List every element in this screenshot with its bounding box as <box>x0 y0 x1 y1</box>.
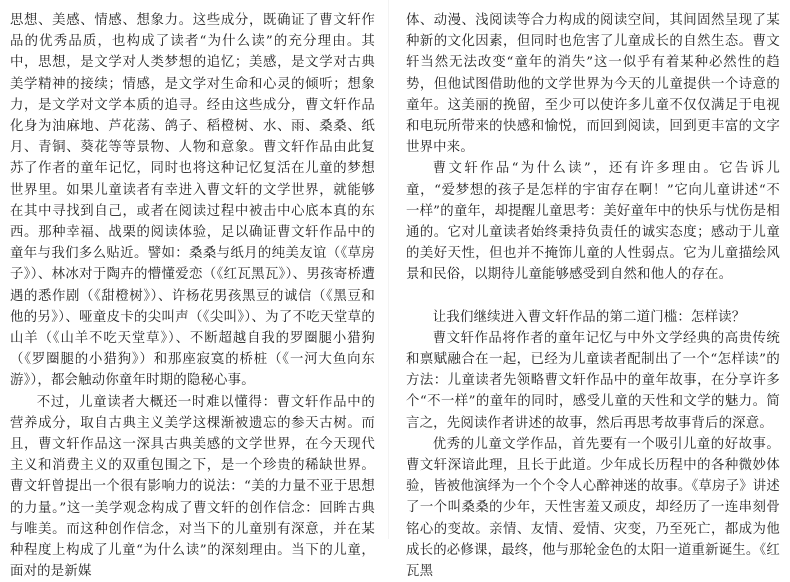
right-page <box>398 0 790 580</box>
page-gutter <box>388 0 389 539</box>
right-paragraph-3: 曹文轩作品将作者的童年记忆与中外文学经典的高贵传统和禀赋融合在一起，已经为儿童读者配制出了一个“怎样读”的方法：儿童读者先领略曹文轩作品中的童年故事，在分享许多个“不一样”的童年的同时，感受儿童的天性和文学的魅力。简言之，先阅读作者讲述的故事，然后再思考故事背后的深意。 <box>406 330 780 431</box>
right-paragraph-1: 体、动漫、浅阅读等合力构成的阅读空间，其间固然呈现了某种新的文化因素，但同时也危害了儿童成长的自然生态。曹文轩当然无法改变“童年的消失”这一似乎有着某种必然性的趋势，但他试图借助他的文学世界为今天的儿童提供一个诗意的童年。这美丽的挽留，至少可以使许多儿童不仅仅满足于电视和电玩所带来的快感和愉悦，而回到阅读，回到更丰富的文字世界中来。 <box>406 13 780 156</box>
right-paragraph-4: 优秀的儿童文学作品，首先要有一个吸引儿童的好故事。曹文轩深谙此理，且长于此道。少年成长历程中的各种微妙体验，皆被他演绎为一个个令人心醉神迷的故事。《草房子》讲述了一个叫桑桑的少年，天性害羞又顽皮，却经历了一连串刻骨铭心的变故。亲情、友情、爱情、灾变，乃至死亡，都成为他成长的必修课，最终，他与那轮金色的太阳一道重新诞生。《红瓦黑 <box>406 436 780 580</box>
right-paragraph-2: 曹文轩作品“为什么读”，还有许多理由。它告诉儿童，“爱梦想的孩子是怎样的宇宙存在啊！”它向儿童讲述“不一样”的童年，却提醒儿童思考：美好童年中的快乐与忧伤是相通的。它对儿童读者始终秉持负责任的诚实态度；感动于儿童的美好天性，但也并不掩饰儿童的人性弱点。它为儿童描绘风景和民俗，以期待儿童能够感受到自然和他人的存在。 <box>406 161 780 283</box>
left-paragraph-1: 思想、美感、情感、想象力。这些成分，既确证了曹文轩作品的优秀品质，也构成了读者“为什么读”的充分理由。其中，思想，是文学对人类梦想的追忆；美感，是文学对古典美学精神的接续；情感，是文学对生命和心灵的倾听；想象力，是文学对文学本质的追寻。经由这些成分，曹文轩作品化身为油麻地、芦花荡、鸽子、稻橙树、水、雨、桑桑、纸月、青铜、葵花等等景物、人物和意象。曹文轩作品由此复苏了作者的童年记忆，同时也将这种记忆复活在儿童的梦想世界里。如果儿童读者有幸进入曹文轩的文学世界，就能够在其中寻找到自己，或者在阅读过程中被击中心底本真的东西。那种幸福、战栗的阅读体验，足以确证曹文轩作品中的童年与我们多么贴近。譬如：桑桑与纸月的纯美友谊（《草房子》）、林冰对于陶卉的懵懂爱恋（《红瓦黑瓦》）、男孩寄桥遭遇的悉作剧（《甜橙树》）、许杨花男孩黑豆的诚信（《黑豆和他的另》）、哑童皮卡的尖叫声（《尖叫》）、为了不吃天堂草的山羊（《山羊不吃天堂草》）、不断超越自我的罗圈腿小猎狗（《罗圈腿的小猎狗》）和那座寂寞的桥桩（《一河大鱼向东游》），都会触动你童年时期的隐秘心事。 <box>10 13 375 389</box>
left-page <box>0 0 383 580</box>
left-paragraph-2: 不过，儿童读者大概还一时难以懂得：曹文轩作品中的营养成分，取自古典主义美学这棵渐被遗忘的参天古树。而且，曹文轩作品这一深具古典美感的文学世界，在今天现代主义和消费主义的双重包围之下，是一个珍贵的稀缺世界。曹文轩曾提出一个很有影响力的说法：“美的力量不亚于思想的力量。”这一美学观念构成了曹文轩的创作信念：回眸古典与唯美。而这种创作信念，对当下的儿童别有深意，并在某种程度上构成了儿童“为什么读”的深刻理由。当下的儿童，面对的是新媒 <box>10 394 375 580</box>
section-heading: 让我们继续进入曹文轩作品的第二道门槛：怎样读？ <box>432 309 746 325</box>
